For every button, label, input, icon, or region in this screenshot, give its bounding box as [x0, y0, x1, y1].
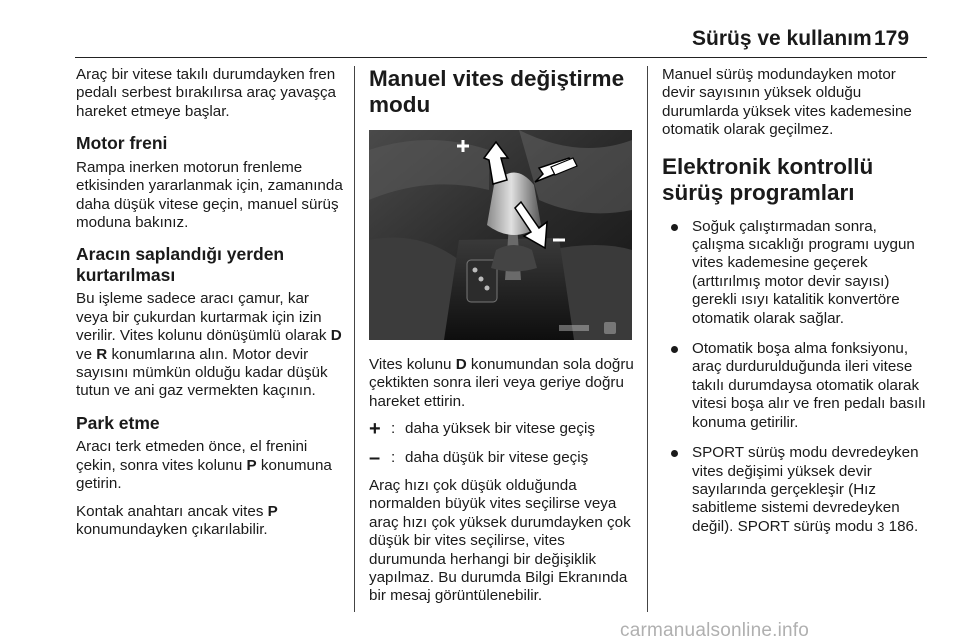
xref-arrow-icon: 3 — [877, 518, 885, 534]
header-rule — [75, 57, 927, 58]
conj-ve: ve — [76, 345, 93, 363]
bullet-icon — [671, 224, 678, 231]
motor-freni-paragraph: Rampa inerken motorun frenleme etkisinden yararlanmak için, zamanında daha düşük vitese geçin, manuel sürüş moduna bakınız. — [76, 158, 343, 231]
manual-mode-body: Araç hızı çok düşük olduğunda normalden büyük vites seçilirse veya araç hızı çok yüksek durumdayken çok düşük bir vites seçilirse, vites durumunda herhangi bir değişiklik yapılmaz. Bu durumda Bilgi Ekranında bir mesaj görüntülenebilir. — [369, 477, 631, 605]
gear-p: P — [246, 456, 257, 474]
bullet-icon — [671, 346, 678, 353]
column-2 — [369, 66, 637, 615]
list-item-text: Soğuk çalıştırmadan sonra, çalışma sıcaklığı programı uygun vites kademesine geçerek (arttırılmış motor devir sayısı) gerekli ısıyı katalitik konvertöre otomatik olarak sağlar. — [692, 217, 915, 327]
intro-paragraph: Araç bir vitese takılı durumdayken fren pedalı serbest bırakılırsa araç yavaşça hareket etmeye başlar. — [76, 66, 336, 120]
kontak-text-1: Kontak anahtarı ancak vites — [76, 502, 264, 520]
minus-legend-text: daha düşük bir vitese geçiş — [405, 448, 589, 466]
park-text-1: Aracı terk etmeden önce, el frenini çekin, sonra vites kolunu — [76, 438, 308, 474]
saplandi-text-2: konumlarına alın. Motor devir sayısını mümkün olduğu kadar düşük tutun ve ani gaz vermekten kaçının. — [76, 345, 328, 400]
page-number: 179 — [874, 27, 910, 50]
motor-freni-heading: Motor freni — [76, 133, 168, 154]
column-1 — [76, 66, 344, 548]
column-divider — [354, 66, 355, 612]
caption-gear-d: D — [455, 356, 467, 373]
list-item-text: SPORT sürüş modu devredeyken vites değişimi yüksek devir sayılarında gerçekleşir (Hız sabitleme sistemi devredeyken değil). SPORT sürüş modu — [692, 444, 919, 535]
list-item-text: Otomatik boşa alma fonksiyonu, araç durdurulduğunda ileri vitese takılı durumdaysa otomatik olarak vitesi boşa alır ve fren pedalı basılı konuma getirilir. — [692, 340, 926, 431]
watermark: carmanualsonline.info — [620, 620, 810, 641]
minus-legend-row — [369, 446, 637, 469]
section-title: Sürüş ve kullanım — [692, 27, 872, 50]
caption-text-2: konumundan sola doğru çektikten sonra ileri veya geriye doğru hareket ettirin. — [369, 356, 634, 410]
saplandi-paragraph — [76, 290, 344, 400]
gear-lever-illustration — [369, 130, 632, 340]
programs-heading: Elektronik kontrollü sürüş programları — [662, 153, 874, 205]
gear-lever-drawing — [369, 130, 632, 340]
saplandi-heading: Aracın saplandığı yerden kurtarılması — [76, 244, 285, 285]
legend-colon: : — [391, 420, 396, 438]
saplandi-text-1: Bu işleme sadece aracı çamur, kar veya bir çukurdan kurtarmak için izin verilir. Vites kolunu dönüşümlü olarak — [76, 290, 327, 345]
page-header — [0, 0, 960, 56]
plus-legend-text: daha yüksek bir vitese geçiş — [405, 420, 595, 438]
kontak-paragraph — [76, 503, 344, 540]
list-item — [662, 444, 930, 536]
bullet-icon — [671, 450, 678, 457]
minus-symbol: – — [369, 446, 381, 469]
list-item — [662, 340, 930, 432]
list-item — [662, 218, 930, 328]
gear-d: D — [330, 327, 342, 345]
plus-legend-row — [369, 418, 637, 441]
intro-paragraph: Manuel sürüş modundayken motor devir sayısının yüksek olduğu durumlarda yüksek vites kademesine otomatik olarak geçilmez. — [662, 66, 912, 139]
caption-paragraph — [369, 356, 637, 411]
kontak-gear-p: P — [267, 502, 278, 520]
park-text-2: konumuna getirin. — [76, 456, 332, 493]
column-3 — [662, 66, 930, 548]
caption-text-1: Vites kolunu — [369, 356, 452, 373]
manual-mode-heading: Manuel vites değiştirme modu — [369, 66, 625, 117]
park-heading: Park etme — [76, 412, 160, 433]
park-paragraph — [76, 438, 344, 493]
gear-r: R — [96, 345, 108, 363]
programs-list — [662, 218, 930, 537]
legend-colon: : — [391, 448, 396, 466]
kontak-text-2: konumundayken çıkarılabilir. — [76, 520, 268, 538]
column-divider — [647, 66, 648, 612]
plus-symbol: + — [369, 418, 381, 441]
xref-page-link[interactable]: 186. — [888, 517, 919, 535]
